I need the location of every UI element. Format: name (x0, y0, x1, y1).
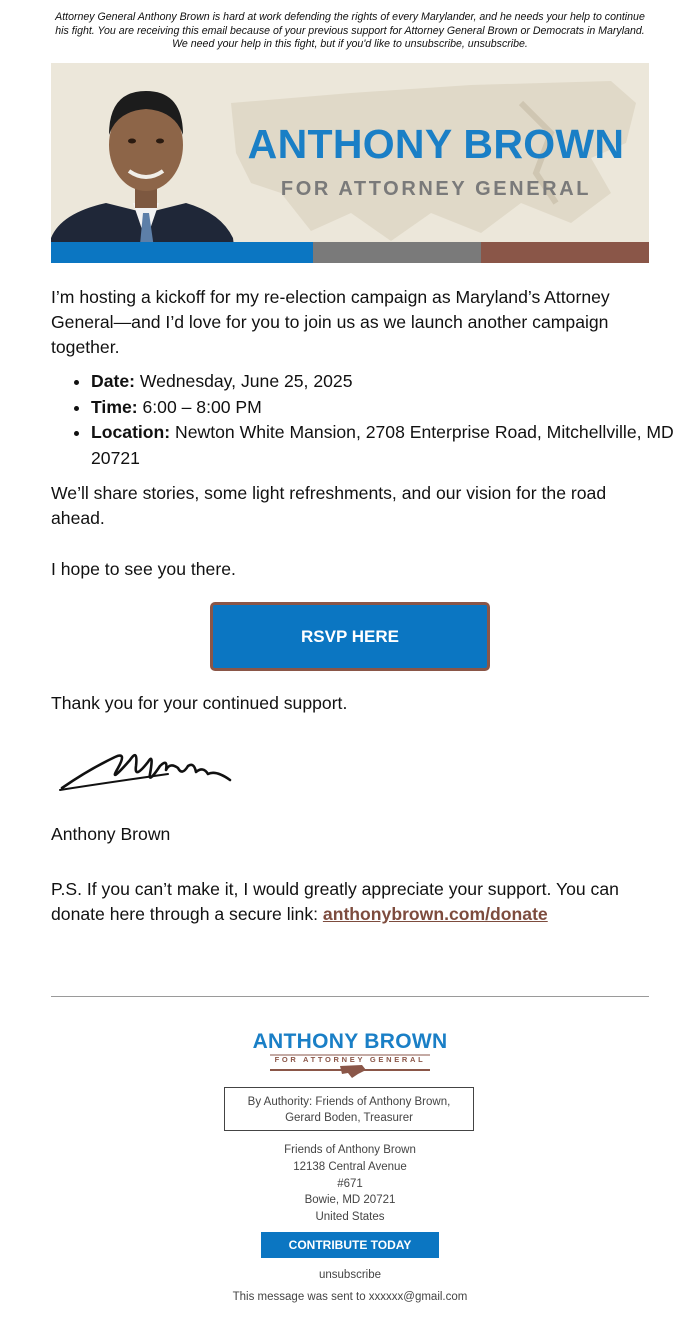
detail-time-label: Time: (91, 396, 138, 417)
stripe-gray (313, 242, 481, 263)
detail-date-value: Wednesday, June 25, 2025 (135, 371, 353, 391)
stripe-brown (481, 242, 649, 263)
banner-subtitle: FOR ATTORNEY GENERAL (280, 178, 592, 200)
contribute-today-button[interactable]: CONTRIBUTE TODAY (261, 1232, 439, 1258)
candidate-photo (51, 63, 241, 263)
address-line: Bowie, MD 20721 (304, 1194, 396, 1207)
address-line: Friends of Anthony Brown (284, 1144, 416, 1156)
banner-title: ANTHONY BROWN (247, 121, 625, 167)
sent-to-notice: This message was sent to xxxxxx@gmail.com (232, 1291, 468, 1303)
rsvp-button[interactable]: RSVP HERE (210, 602, 490, 671)
mailing-address (200, 1142, 500, 1226)
share-paragraph: We’ll share stories, some light refreshments, and our vision for the road ahead. (51, 483, 607, 528)
thanks-paragraph: Thank you for your continued support. (51, 693, 348, 713)
detail-time (91, 395, 689, 421)
detail-time-value: 6:00 – 8:00 PM (137, 396, 262, 417)
footer-maryland-logo-icon (270, 1052, 430, 1078)
detail-location-label: Location: (91, 422, 171, 442)
stripe-blue (51, 242, 313, 263)
donate-link[interactable]: anthonybrown.com/donate (322, 904, 548, 924)
banner-color-stripes (51, 242, 649, 263)
footer-logo-subtitle: FOR ATTORNEY GENERAL (274, 1055, 426, 1064)
authority-line-2: Gerard Boden, Treasurer (285, 1112, 413, 1124)
detail-location (91, 420, 689, 471)
address-line: #671 (337, 1177, 363, 1190)
detail-location-value: Newton White Mansion, 2708 Enterprise Road, Mitchellville, MD 20721 (91, 422, 674, 468)
hope-paragraph: I hope to see you there. (51, 559, 236, 579)
signature-name: Anthony Brown (51, 824, 171, 844)
ps-text: P.S. If you can’t make it, I would greatly appreciate your support. You can donate here through a secure link: (51, 879, 619, 924)
handwritten-signature (58, 740, 238, 795)
detail-date-label: Date: (91, 371, 135, 391)
header-banner (51, 63, 649, 263)
authority-line-1: By Authority: Friends of Anthony Brown, (247, 1096, 451, 1108)
address-line: 12138 Central Avenue (293, 1160, 407, 1173)
preheader-text: Attorney General Anthony Brown is hard at work defending the rights of every Marylander, and he needs your help to continue his fight. You are receiving this email because of your previous support for Attorney General Brown or Democrats in Maryland. We need your help in this fight, but if you'd like to unsubscribe, unsubscribe. (55, 11, 645, 50)
footer-divider (51, 996, 649, 997)
footer-logo-title: ANTHONY BROWN (252, 1030, 448, 1053)
event-details-list (51, 369, 689, 471)
authority-box (224, 1087, 474, 1131)
intro-paragraph: I’m hosting a kickoff for my re-election campaign as Maryland’s Attorney General—and I’d love for you to join us as we launch another campaign together. (51, 287, 610, 357)
ps-paragraph (51, 877, 649, 927)
address-line: United States (315, 1211, 385, 1224)
detail-date (91, 369, 689, 395)
unsubscribe-link[interactable]: unsubscribe (318, 1269, 381, 1281)
